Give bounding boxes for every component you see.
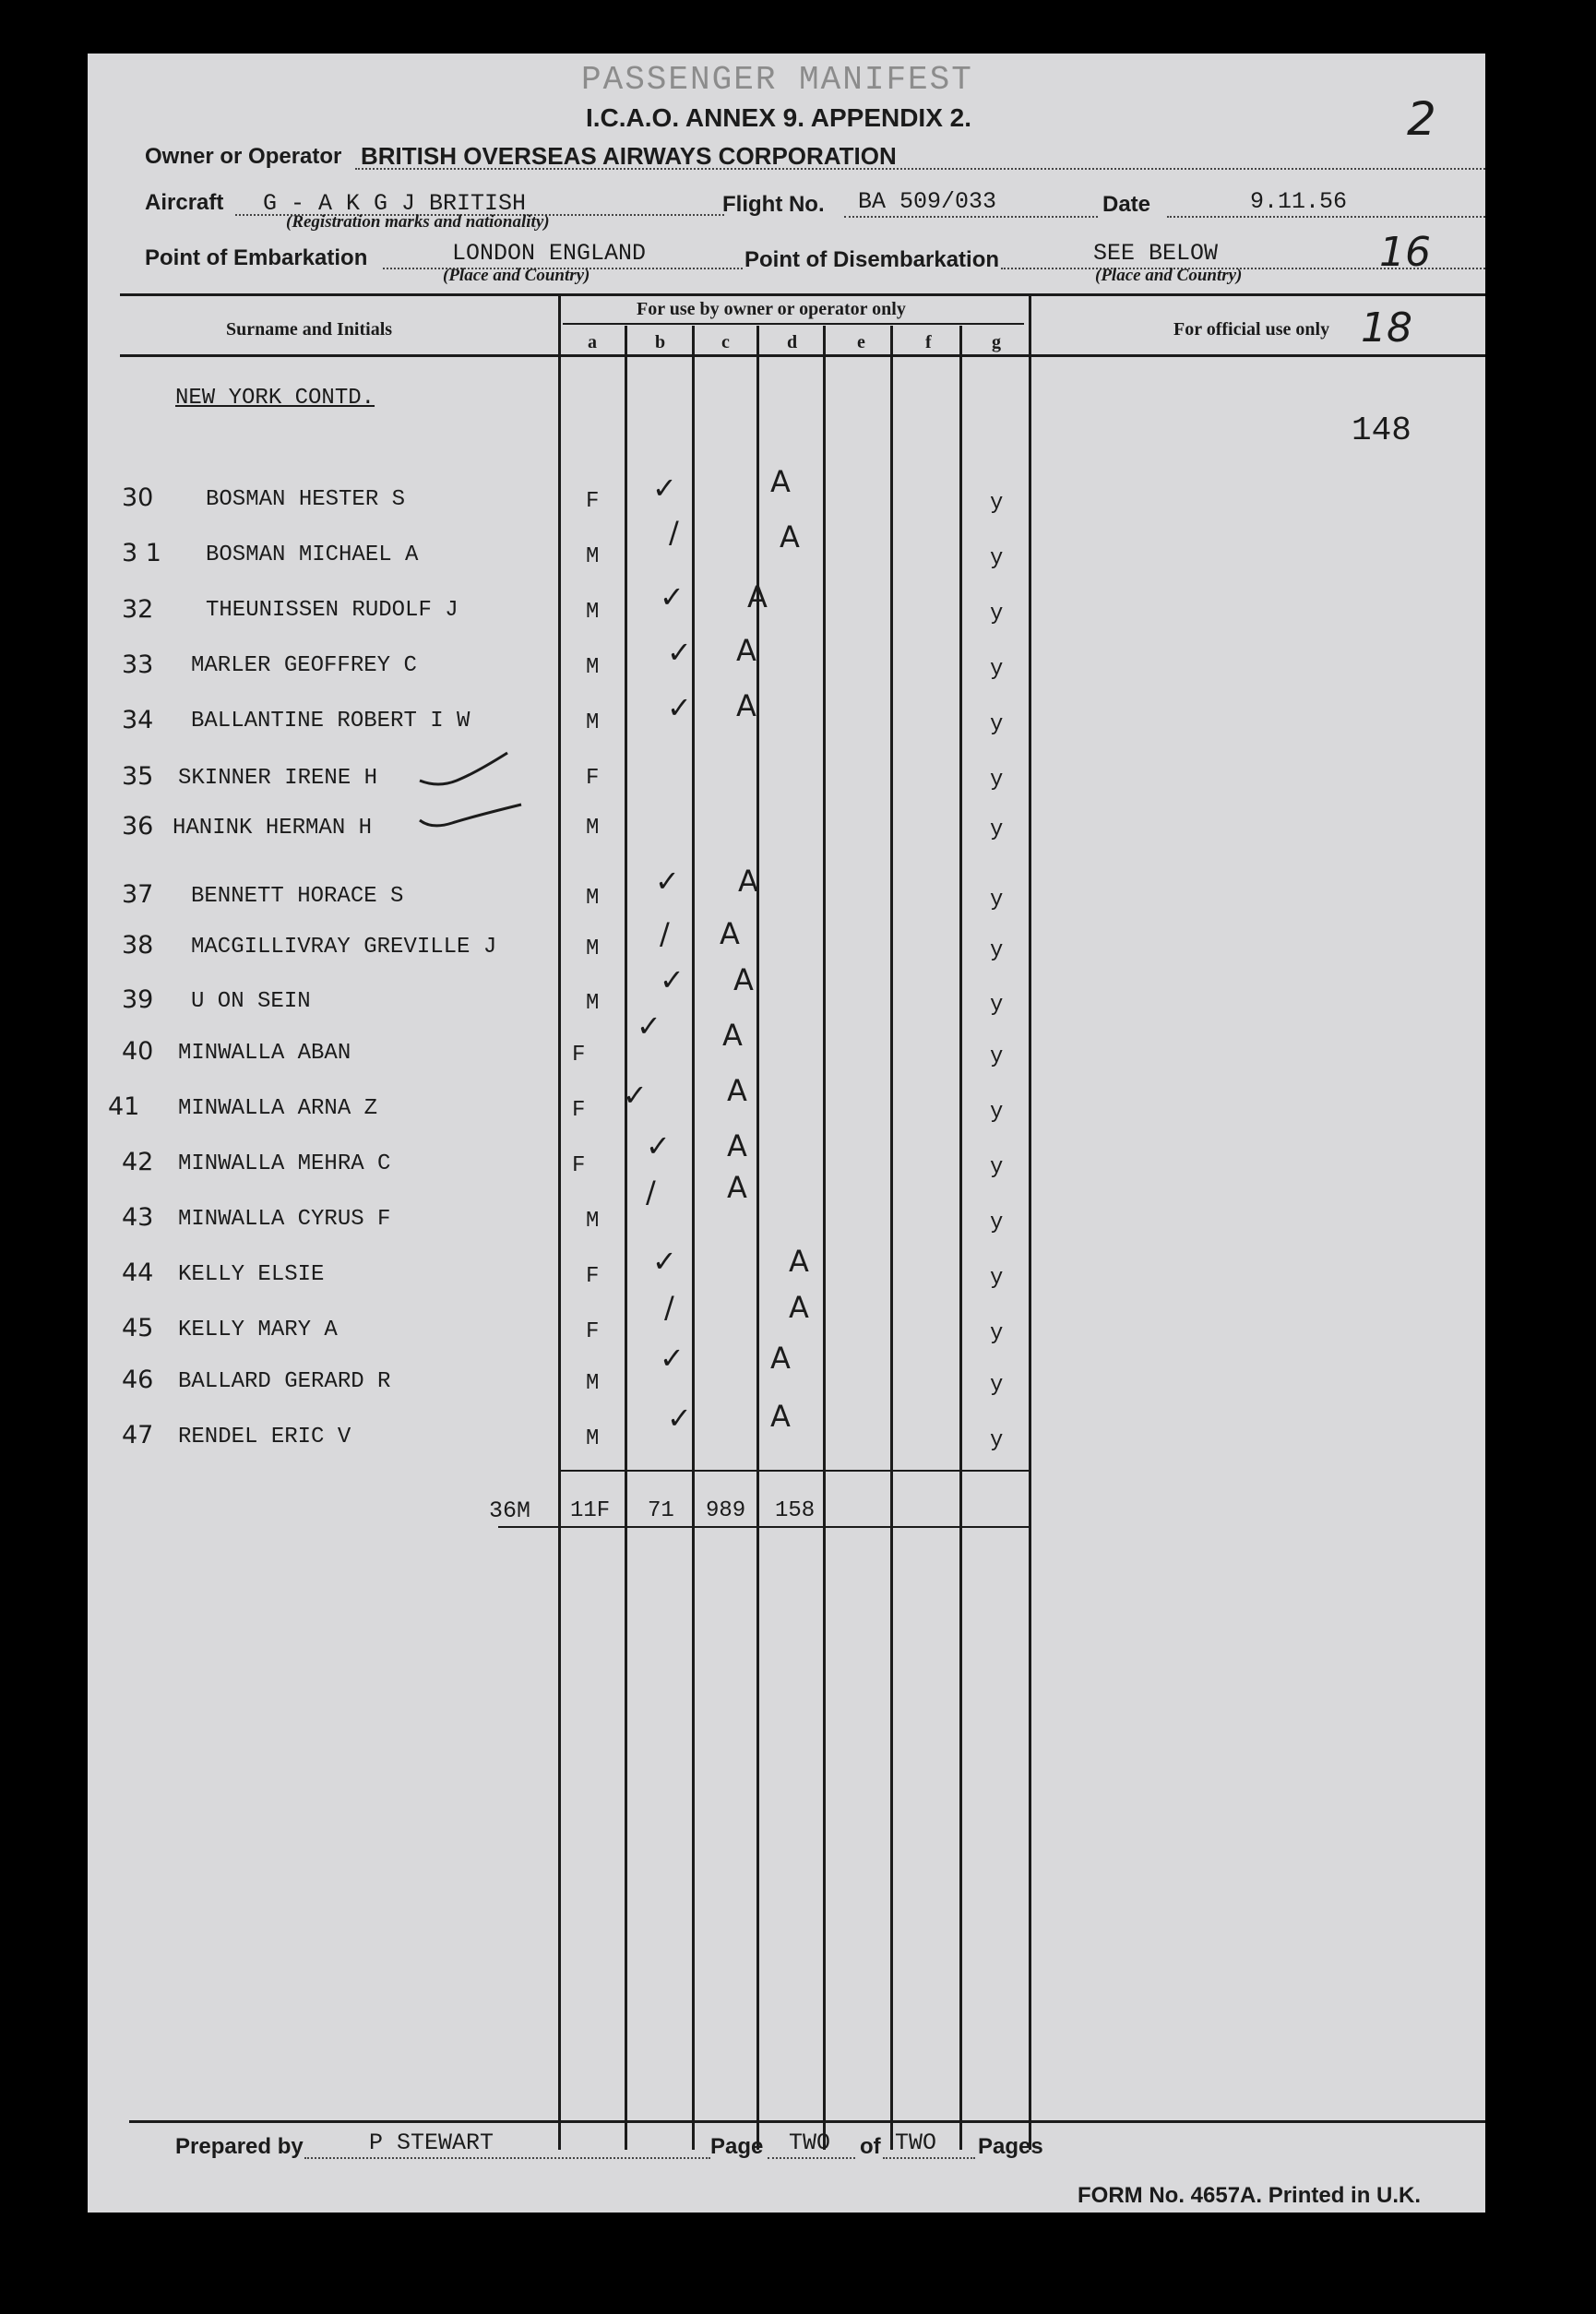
total-b: 71 bbox=[648, 1498, 674, 1523]
row-name: KELLY ELSIE bbox=[178, 1262, 325, 1287]
row-sex: M bbox=[586, 600, 600, 625]
row-check-b: ✓ bbox=[637, 1008, 661, 1044]
row-name: MARLER GEOFFREY C bbox=[191, 653, 417, 678]
row-mark-g: y bbox=[990, 1044, 1004, 1069]
form-number: FORM No. 4657A. Printed in U.K. bbox=[1078, 2183, 1422, 2208]
row-mark-g: y bbox=[990, 1266, 1004, 1291]
row-sex: M bbox=[586, 655, 600, 680]
column-b: b bbox=[655, 332, 666, 352]
prepared-value: P STEWART bbox=[369, 2129, 494, 2156]
row-mark-g: y bbox=[990, 546, 1004, 571]
row-number: 35 bbox=[122, 762, 154, 791]
row-check-b: / bbox=[669, 515, 679, 550]
official-number: 148 bbox=[1352, 412, 1411, 449]
aircraft-note: (Registration marks and nationality) bbox=[286, 212, 550, 232]
row-mark-d: A bbox=[770, 1399, 791, 1434]
page-label: Page bbox=[710, 2134, 764, 2159]
row-number: 44 bbox=[122, 1258, 154, 1287]
row-number: 38 bbox=[122, 931, 154, 960]
row-name: U ON SEIN bbox=[191, 989, 311, 1014]
total-male: 36M bbox=[489, 1497, 531, 1524]
row-check-b: ✓ bbox=[660, 1341, 685, 1376]
of-label: of bbox=[860, 2134, 881, 2159]
row-number: 37 bbox=[122, 880, 154, 909]
column-f: f bbox=[925, 332, 932, 352]
owner-value: BRITISH OVERSEAS AIRWAYS CORPORATION bbox=[361, 142, 897, 170]
column-e: e bbox=[857, 332, 865, 352]
row-sex: M bbox=[586, 1426, 600, 1451]
row-number: 43 bbox=[122, 1203, 154, 1232]
row-check-b: ✓ bbox=[667, 1401, 692, 1436]
flight-label: Flight No. bbox=[722, 192, 825, 217]
row-mark-d: A bbox=[789, 1244, 809, 1279]
row-mark-g: y bbox=[990, 1321, 1004, 1346]
row-sex: F bbox=[586, 489, 600, 514]
row-name: BALLANTINE ROBERT I W bbox=[191, 709, 470, 734]
row-number: 32 bbox=[122, 595, 154, 624]
row-sex: F bbox=[586, 766, 600, 791]
row-mark-g: y bbox=[990, 938, 1004, 963]
row-sex: M bbox=[586, 1209, 600, 1234]
aircraft-value: G - A K G J BRITISH bbox=[263, 190, 527, 217]
row-mark-c: A bbox=[720, 916, 740, 951]
row-check-b: / bbox=[660, 916, 670, 951]
row-sex: F bbox=[586, 1264, 600, 1289]
row-sex: F bbox=[572, 1153, 586, 1178]
row-name: MINWALLA CYRUS F bbox=[178, 1207, 391, 1232]
row-sex: F bbox=[572, 1043, 586, 1068]
row-mark-g: y bbox=[990, 1211, 1004, 1235]
check-flourish-icon bbox=[415, 797, 526, 834]
row-name: KELLY MARY A bbox=[178, 1318, 338, 1342]
date-label: Date bbox=[1102, 192, 1151, 217]
row-number: 39 bbox=[122, 985, 154, 1014]
embark-note: (Place and Country) bbox=[443, 266, 590, 285]
row-check-b: / bbox=[646, 1175, 656, 1210]
total-d: 158 bbox=[775, 1498, 816, 1523]
row-name: BENNETT HORACE S bbox=[191, 884, 404, 909]
row-name: MACGILLIVRAY GREVILLE J bbox=[191, 935, 497, 960]
column-a: a bbox=[588, 332, 597, 352]
row-mark-g: y bbox=[990, 657, 1004, 682]
section-label: NEW YORK CONTD. bbox=[175, 386, 375, 411]
row-sex: F bbox=[586, 1319, 600, 1344]
embark-label: Point of Embarkation bbox=[145, 245, 368, 270]
column-owner-use: For use by owner or operator only bbox=[637, 299, 906, 319]
row-name: THEUNISSEN RUDOLF J bbox=[206, 598, 459, 623]
total-female: 11F bbox=[570, 1498, 611, 1523]
row-mark-d: A bbox=[789, 1290, 809, 1325]
row-number: 3 1 bbox=[122, 539, 161, 567]
row-mark-g: y bbox=[990, 768, 1004, 793]
row-mark-c: A bbox=[727, 1170, 747, 1205]
row-number: 36 bbox=[122, 812, 154, 841]
row-check-b: ✓ bbox=[646, 1128, 671, 1163]
row-mark-c: A bbox=[736, 688, 756, 723]
row-mark-g: y bbox=[990, 817, 1004, 842]
row-check-b: ✓ bbox=[655, 864, 680, 899]
flight-value: BA 509/033 bbox=[858, 188, 997, 215]
page-value: TWO bbox=[789, 2129, 831, 2156]
row-sex: M bbox=[586, 816, 600, 841]
row-number: 46 bbox=[122, 1366, 154, 1394]
row-check-b: ✓ bbox=[660, 962, 685, 997]
row-number: 45 bbox=[122, 1314, 154, 1342]
row-mark-g: y bbox=[990, 993, 1004, 1018]
column-g: g bbox=[992, 332, 1001, 352]
row-sex: F bbox=[572, 1098, 586, 1123]
row-number: 42 bbox=[122, 1148, 154, 1176]
form-title: I.C.A.O. ANNEX 9. APPENDIX 2. bbox=[586, 103, 972, 132]
row-name: HANINK HERMAN H bbox=[173, 816, 373, 841]
row-name: MINWALLA ARNA Z bbox=[178, 1096, 378, 1121]
row-mark-g: y bbox=[990, 1100, 1004, 1125]
page-mark: 2 bbox=[1407, 92, 1436, 146]
row-name: MINWALLA MEHRA C bbox=[178, 1151, 391, 1176]
date-value: 9.11.56 bbox=[1250, 188, 1348, 215]
row-mark-g: y bbox=[990, 1373, 1004, 1398]
row-sex: M bbox=[586, 886, 600, 911]
pages-label: Pages bbox=[978, 2134, 1043, 2159]
manifest-page bbox=[88, 54, 1485, 2213]
handwritten-16: 16 bbox=[1379, 229, 1431, 276]
row-mark-c: A bbox=[738, 864, 758, 899]
column-d: d bbox=[787, 332, 798, 352]
row-check-b: ✓ bbox=[623, 1078, 648, 1113]
row-name: BALLARD GERARD R bbox=[178, 1369, 391, 1394]
row-mark-g: y bbox=[990, 602, 1004, 626]
column-official: For official use only bbox=[1173, 319, 1330, 340]
row-check-b: ✓ bbox=[660, 579, 685, 614]
row-name: SKINNER IRENE H bbox=[178, 766, 378, 791]
row-sex: M bbox=[586, 1371, 600, 1396]
row-sex: M bbox=[586, 991, 600, 1016]
handwritten-18: 18 bbox=[1361, 304, 1412, 352]
row-name: BOSMAN MICHAEL A bbox=[206, 543, 419, 567]
row-mark-g: y bbox=[990, 491, 1004, 516]
disembark-note: (Place and Country) bbox=[1095, 266, 1243, 285]
check-flourish-icon bbox=[415, 745, 517, 792]
prepared-label: Prepared by bbox=[175, 2134, 304, 2159]
row-name: MINWALLA ABAN bbox=[178, 1041, 351, 1066]
row-mark-d: A bbox=[770, 464, 791, 499]
of-value: TWO bbox=[895, 2129, 937, 2156]
row-mark-c: A bbox=[727, 1128, 747, 1163]
aircraft-label: Aircraft bbox=[145, 190, 224, 215]
row-name: RENDEL ERIC V bbox=[178, 1425, 351, 1449]
row-number: 33 bbox=[122, 650, 154, 679]
owner-label: Owner or Operator bbox=[145, 144, 342, 169]
row-mark-g: y bbox=[990, 1428, 1004, 1453]
row-mark-g: y bbox=[990, 712, 1004, 737]
row-mark-c: A bbox=[733, 962, 754, 997]
row-mark-g: y bbox=[990, 888, 1004, 912]
column-surname: Surname and Initials bbox=[226, 319, 393, 340]
row-mark-g: y bbox=[990, 1155, 1004, 1180]
row-check-b: ✓ bbox=[652, 1244, 677, 1279]
disembark-value: SEE BELOW bbox=[1093, 240, 1219, 267]
column-c: c bbox=[721, 332, 730, 352]
row-check-b: / bbox=[664, 1290, 674, 1325]
embark-value: LONDON ENGLAND bbox=[452, 240, 647, 267]
row-number: 40 bbox=[122, 1037, 154, 1066]
row-mark-c: A bbox=[727, 1073, 747, 1108]
disembark-label: Point of Disembarkation bbox=[744, 247, 1000, 272]
row-mark-c: A bbox=[736, 633, 756, 668]
row-mark-d: A bbox=[770, 1341, 791, 1376]
row-mark-d: A bbox=[747, 579, 768, 614]
row-number: 30 bbox=[122, 483, 154, 512]
row-mark-c: A bbox=[722, 1018, 743, 1053]
row-mark-d: A bbox=[780, 519, 800, 555]
row-number: 34 bbox=[122, 706, 154, 734]
row-sex: M bbox=[586, 544, 600, 569]
row-check-b: ✓ bbox=[652, 471, 677, 506]
manifest-stamp: PASSENGER MANIFEST bbox=[581, 61, 973, 99]
row-sex: M bbox=[586, 936, 600, 961]
row-name: BOSMAN HESTER S bbox=[206, 487, 406, 512]
row-sex: M bbox=[586, 710, 600, 735]
row-number: 47 bbox=[122, 1421, 154, 1449]
row-check-b: ✓ bbox=[667, 635, 692, 670]
total-c: 989 bbox=[706, 1498, 746, 1523]
row-number: 41 bbox=[108, 1092, 140, 1121]
row-check-b: ✓ bbox=[667, 690, 692, 725]
